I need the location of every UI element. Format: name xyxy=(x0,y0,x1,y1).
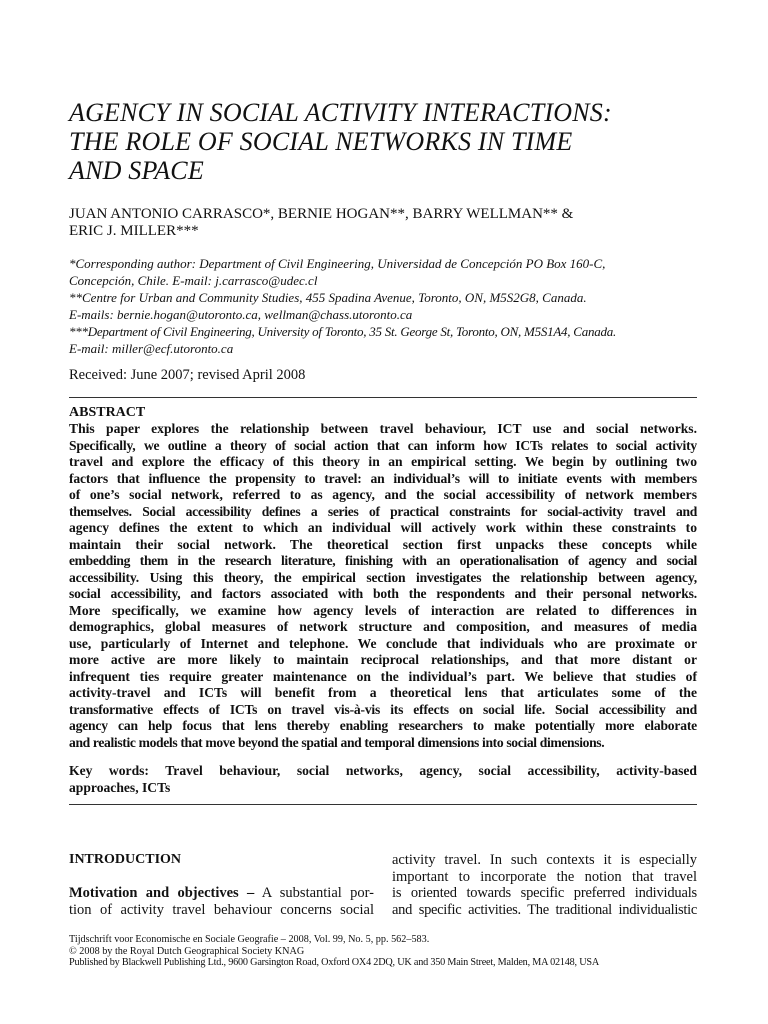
affiliation-line: E-mails: bernie.hogan@utoronto.ca, wellman@chass.utoronto.ca xyxy=(69,307,413,322)
body-line: tion of activity travel behaviour concerns social xyxy=(69,901,374,918)
abstract-line: maintain their social network. The theoretical section first unpacks these concepts while xyxy=(69,536,697,552)
title-line: AND SPACE xyxy=(69,156,204,185)
abstract-line: factors that influence the propensity to travel: an individual’s will to initiate events with members xyxy=(69,470,697,486)
abstract-line: and realistic models that move beyond the spatial and temporal dimensions into social dimensions. xyxy=(69,734,605,750)
abstract-line: activity-travel and ICTs will benefit from a theoretical lens that articulates some of the xyxy=(69,685,697,700)
keywords-line: approaches, ICTs xyxy=(69,779,171,795)
introduction-heading: INTRODUCTION xyxy=(69,852,182,867)
abstract-line: transformative effects of ICTs on travel vis-à-vis its effects on social life. Social accessibility and xyxy=(69,701,697,717)
body-text: A substantial por- xyxy=(254,885,374,901)
abstract-body xyxy=(69,421,697,751)
abstract-line: demographics, global measures of network structure and composition, and measures of media xyxy=(69,619,697,634)
keywords-line: Key words: Travel behaviour, social networks, agency, social accessibility, activity-based xyxy=(69,763,697,778)
body-line: activity travel. In such contexts it is especially xyxy=(392,852,697,868)
abstract-line: themselves. Social accessibility defines a series of practical constraints for social-activity travel and xyxy=(69,503,697,519)
abstract-line: More specifically, we examine how agency levels of interaction are related to differences in xyxy=(69,602,697,618)
author-list xyxy=(69,206,697,240)
motivation-subheading: Motivation and objectives – xyxy=(69,885,255,901)
affiliation-line: E-mail: miller@ecf.utoronto.ca xyxy=(69,341,234,356)
authors-line: JUAN ANTONIO CARRASCO*, BERNIE HOGAN**, BARRY WELLMAN** & xyxy=(69,206,574,222)
abstract-heading: ABSTRACT xyxy=(69,405,146,420)
abstract-line: infrequent ties require greater maintenance on the individual’s part. We believe that studies of xyxy=(69,668,697,684)
footer-line: Published by Blackwell Publishing Ltd., 9600 Garsington Road, Oxford OX4 2DQ, UK and 350 Main Street, Malden, MA 02148, USA xyxy=(69,957,600,968)
title-line: AGENCY IN SOCIAL ACTIVITY INTERACTIONS: xyxy=(69,98,612,127)
divider-top xyxy=(69,397,697,398)
footer-line: © 2008 by the Royal Dutch Geographical Society KNAG xyxy=(69,945,305,957)
affiliation-line: *Corresponding author: Department of Civil Engineering, Universidad de Concepción PO Box 160-C, xyxy=(69,256,606,271)
title-line: THE ROLE OF SOCIAL NETWORKS IN TIME xyxy=(69,127,573,156)
authors-line: ERIC J. MILLER*** xyxy=(69,223,199,239)
affiliation-line: ***Department of Civil Engineering, University of Toronto, 35 St. George St, Toronto, ON, M5S1A4, Canada. xyxy=(69,324,616,339)
abstract-line: Specifically, we outline a theory of social action that can inform how ICTs relates to social activity xyxy=(69,437,697,453)
body-line: is oriented towards specific preferred individuals xyxy=(392,885,697,901)
footer-line: Tijdschrift voor Economische en Sociale Geografie – 2008, Vol. 99, No. 5, pp. 562–583. xyxy=(69,934,430,945)
body-line: important to incorporate the notion that travel xyxy=(392,868,697,885)
abstract-line: use, particularly of Internet and telephone. We conclude that individuals who are proximate or xyxy=(69,635,697,651)
abstract-line: more active are more likely to maintain reciprocal relationships, and that more distant or xyxy=(69,652,697,667)
left-column xyxy=(69,852,374,918)
journal-footer xyxy=(69,934,709,969)
abstract-line: agency defines the extent to which an individual will actively work within these constraints to xyxy=(69,520,697,535)
abstract-line: This paper explores the relationship between travel behaviour, ICT use and social networks. xyxy=(69,421,697,436)
keywords xyxy=(69,763,697,796)
body-line: and specific activities. The traditional individualistic xyxy=(392,901,697,918)
abstract-line: of one’s social network, referred to as agency, and the social accessibility of network members xyxy=(69,487,697,502)
affiliations xyxy=(69,255,697,357)
divider-bottom xyxy=(69,804,697,805)
abstract-line: accessibility. Using this theory, the empirical section investigates the relationship between agency, xyxy=(69,569,697,585)
abstract-line: travel and explore the efficacy of this theory in an empirical setting. We begin by outlining two xyxy=(69,454,697,469)
received-dates: Received: June 2007; revised April 2008 xyxy=(69,367,306,383)
article-title xyxy=(69,98,697,185)
affiliation-line: Concepción, Chile. E-mail: j.carrasco@udec.cl xyxy=(69,273,318,288)
right-column xyxy=(392,852,697,918)
abstract-line: social accessibility, and factors associated with both the respondents and their personal networks. xyxy=(69,586,697,601)
abstract-line: agency can help focus that lens thereby enabling researchers to make potentially more elaborate xyxy=(69,718,697,733)
abstract-line: embedding them in the research literature, finishing with an operationalisation of agency and social xyxy=(69,553,697,568)
body-line xyxy=(69,885,374,902)
affiliation-line: **Centre for Urban and Community Studies, 455 Spadina Avenue, Toronto, ON, M5S2G8, Canada. xyxy=(69,290,587,305)
